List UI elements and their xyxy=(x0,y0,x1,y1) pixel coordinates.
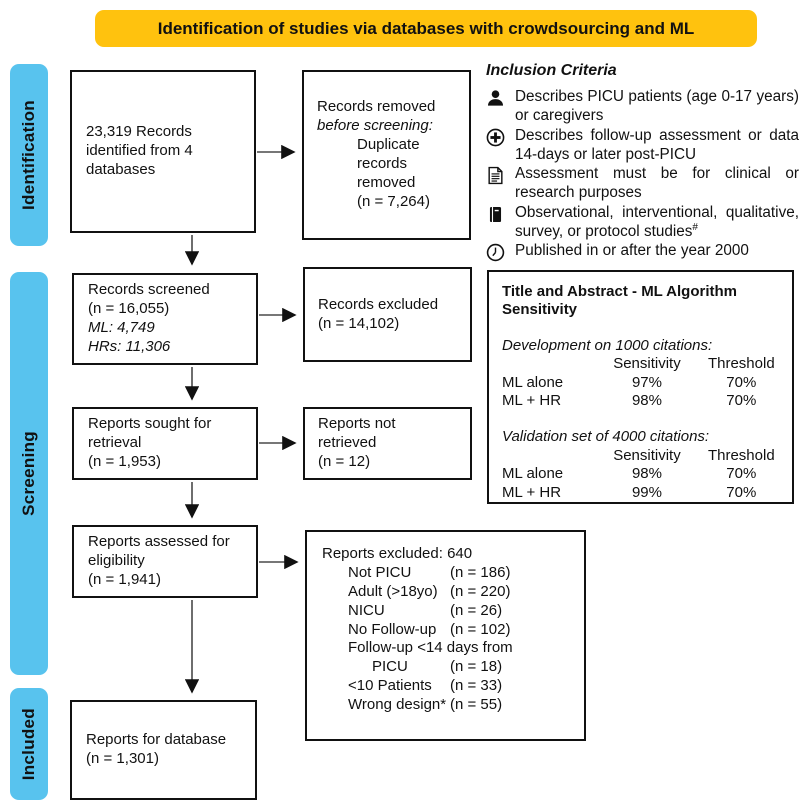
box-text-line: (n = 1,301) xyxy=(86,750,159,767)
box-text-line: (n = 1,953) xyxy=(88,452,161,470)
ml-data-row xyxy=(502,484,784,502)
book-icon xyxy=(486,203,506,242)
ml-row-name: ML + HR xyxy=(502,483,562,501)
ml-section-heading: Validation set of 4000 citations: xyxy=(502,428,710,446)
ml-row-threshold: 70% xyxy=(726,373,757,391)
box-text-line: databases xyxy=(86,160,156,178)
exclusion-label: <10 Patients xyxy=(348,677,432,695)
reports-assessed-box xyxy=(72,525,258,598)
box-text-line: (n = 12) xyxy=(318,452,371,470)
criteria-item xyxy=(486,126,799,165)
criteria-text-span: Assessment must be for clinical or research purposes xyxy=(515,165,799,202)
ml-header-row xyxy=(502,355,784,373)
exclusion-row xyxy=(322,696,576,715)
box-text-line: Records excluded xyxy=(318,295,439,313)
criteria-text-span: Observational, interventional, qualitative, survey, or protocol studies xyxy=(515,203,799,240)
ml-col-spacer xyxy=(502,447,595,465)
ml-col-threshold: Threshold xyxy=(707,446,775,464)
records-identified-box xyxy=(70,70,256,233)
criteria-item xyxy=(486,203,799,242)
reports-excluded-detail-box xyxy=(305,530,586,741)
box-text-line: (n = 14,102) xyxy=(318,314,400,332)
criteria-text xyxy=(515,203,799,242)
ml-data-row xyxy=(502,392,784,410)
inclusion-criteria-panel xyxy=(486,62,799,262)
exclusion-count: (n = 220) xyxy=(450,582,511,600)
ml-box-title: Title and Abstract - ML Algorithm Sensitivity xyxy=(502,283,738,319)
ml-sensitivity-box xyxy=(487,270,794,504)
exclusion-row xyxy=(322,639,576,658)
box-text-line: Duplicate xyxy=(357,136,420,154)
stage-label-identification xyxy=(10,64,48,246)
ml-row-sensitivity: 98% xyxy=(631,465,662,483)
criteria-text-span: Describes PICU patients (age 0-17 years) or caregivers xyxy=(515,88,799,125)
ml-row-name: ML alone xyxy=(502,373,564,391)
box-text-line: (n = 16,055) xyxy=(88,299,170,317)
exclusion-row xyxy=(322,602,576,621)
ml-development-section xyxy=(502,337,784,411)
box-text-line: Records removed xyxy=(317,98,436,116)
box-text-line: 23,319 Records xyxy=(86,123,192,141)
ml-col-threshold: Threshold xyxy=(707,355,775,373)
criteria-text xyxy=(515,241,799,262)
ml-validation-section xyxy=(502,428,784,502)
stage-label-text: Included xyxy=(19,707,38,781)
criteria-footnote-mark: # xyxy=(692,221,698,233)
records-removed-box xyxy=(302,70,471,240)
ml-header-row xyxy=(502,447,784,465)
exclusion-count: (n = 55) xyxy=(450,696,503,714)
exclusion-count: (n = 33) xyxy=(450,677,503,695)
records-screened-box xyxy=(72,273,258,365)
box-text-line: Reports for database xyxy=(86,731,227,749)
box-text-line: identified from 4 xyxy=(86,142,193,160)
exclusion-count: (n = 18) xyxy=(450,658,503,676)
exclusion-label: Adult (>18yo) xyxy=(348,582,438,600)
ml-row-sensitivity: 97% xyxy=(631,373,662,391)
criteria-text xyxy=(515,164,799,203)
ml-row-name: ML alone xyxy=(502,465,564,483)
box-text-line: eligibility xyxy=(88,552,145,570)
criteria-text-span: Describes follow-up assessment or data 14-days or later post-PICU xyxy=(515,126,799,163)
ml-row-name: ML + HR xyxy=(502,392,562,410)
ml-col-spacer xyxy=(502,355,595,373)
box-text-line: before screening: xyxy=(317,117,433,135)
ml-row-threshold: 70% xyxy=(726,483,757,501)
exclusion-row xyxy=(322,677,576,696)
ml-col-sensitivity: Sensitivity xyxy=(613,446,681,464)
box-text-line: Records screened xyxy=(88,281,210,298)
ml-section-heading: Development on 1000 citations: xyxy=(502,336,713,354)
box-text-line: records xyxy=(357,155,408,172)
criteria-item xyxy=(486,164,799,203)
reports-not-retrieved-box xyxy=(303,407,472,480)
reports-sought-box xyxy=(72,407,258,480)
box-text-line: removed xyxy=(357,173,416,191)
box-text-line: Reports assessed for xyxy=(88,533,230,551)
criteria-item xyxy=(486,87,799,126)
ml-section-gap xyxy=(502,411,784,429)
ml-row-threshold: 70% xyxy=(726,392,757,410)
ml-data-row xyxy=(502,374,784,392)
document-icon xyxy=(486,164,506,203)
ml-row-sensitivity: 99% xyxy=(631,483,662,501)
box-text-line: (n = 1,941) xyxy=(88,570,161,588)
box-text-line: Reports not xyxy=(318,415,396,433)
exclusion-label: Follow-up <14 days from xyxy=(348,639,513,657)
exclusion-count: (n = 102) xyxy=(450,620,511,638)
inclusion-criteria-heading: Inclusion Criteria xyxy=(486,62,617,79)
ml-col-sensitivity: Sensitivity xyxy=(613,355,681,373)
criteria-text-span: Published in or after the year 2000 xyxy=(515,242,749,260)
exclusion-count: (n = 186) xyxy=(450,563,511,581)
banner-title: Identification of studies via databases with crowdsourcing and ML xyxy=(157,18,695,38)
exclusion-label: NICU xyxy=(348,601,385,619)
exclusion-label: PICU xyxy=(372,658,408,676)
stage-label-screening xyxy=(10,272,48,675)
box-text-line: retrieved xyxy=(318,434,377,452)
reports-for-database-box xyxy=(70,700,257,800)
exclusion-label: No Follow-up xyxy=(348,620,437,638)
exclusion-row xyxy=(322,564,576,583)
person-icon xyxy=(486,87,506,126)
exclusion-label: Wrong design* xyxy=(348,696,447,714)
ml-data-row xyxy=(502,465,784,483)
box-text-line: (n = 7,264) xyxy=(357,192,430,210)
ml-row-sensitivity: 98% xyxy=(631,392,662,410)
criteria-text xyxy=(515,87,799,126)
stage-label-text: Screening xyxy=(19,431,38,516)
stage-label-text: Identification xyxy=(19,100,38,210)
exclusion-count: (n = 26) xyxy=(450,601,503,619)
exclusion-row xyxy=(322,583,576,602)
records-excluded-box xyxy=(303,267,472,362)
exclusion-label: Not PICU xyxy=(348,563,412,581)
clock-icon xyxy=(486,241,506,262)
banner xyxy=(95,10,757,47)
box-title-line: Reports excluded: 640 xyxy=(322,545,473,562)
box-text-line: Reports sought for xyxy=(88,415,212,433)
box-text-line: retrieval xyxy=(88,434,142,452)
plus-circle-icon xyxy=(486,126,506,165)
criteria-item xyxy=(486,241,799,262)
box-text-line: ML: 4,749 xyxy=(88,318,155,336)
exclusion-row xyxy=(322,621,576,640)
exclusion-row xyxy=(322,658,576,677)
stage-label-included xyxy=(10,688,48,800)
box-text-line: HRs: 11,306 xyxy=(88,337,171,355)
ml-row-threshold: 70% xyxy=(726,465,757,483)
criteria-text xyxy=(515,126,799,165)
